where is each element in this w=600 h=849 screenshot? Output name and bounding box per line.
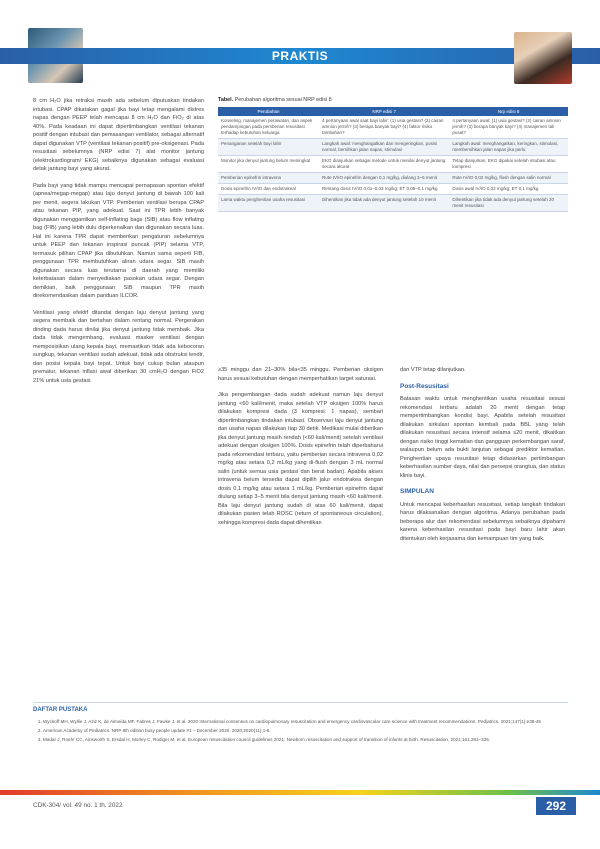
paragraph: Pada bayi yang tidak mampu mencapai pernapasan spontan efektif (apnea/megap-megap) atau laju denyut jantung di bawah 100 kali per menit, segera lakukan VTP. Pemberian ventilasi berupa CPAP atau tekanan PIP, yang adekuat. Saat ini TPR lebih banyak digunakan menggantikan self-inflating bags (SIB) atau flow inflating bag (FIB) yang lebih dulu diperkenalkan dan digunakan secara luas. Hal ini karena TPR dapat memberikan pengaturan sebelumnya untuk PEEP dan tekanan inspirasi puncak (PIP) selama VTP, termasuk pilihan CPAP jika dibutuhkan. Namun sama seperti FIB, penggunaan TPR membutuhkan aliran udara segar. SIB masih digunakan secara luas terutama di daerah yang memiliki keterbatasan dalam menyediakan pasokan udara segar. Dengan demikian, baik penggunaan SIB maupun TPR masih direkomendasikan dalam panduan ILCOR. — [33, 182, 204, 299]
column-right — [400, 366, 565, 551]
table-caption — [218, 97, 568, 103]
header-photo-right — [514, 32, 572, 84]
algorithm-changes-table — [218, 107, 568, 212]
table-cell: Monitor jika denyut jantung belum meningkat — [218, 156, 319, 173]
table-cell: Dosis epinefrin IV/IO dan endotrakeal — [218, 184, 319, 195]
table-cell: Tetap dianjurkan, EKG dipakai setelah intubasi atau kompresi — [449, 156, 568, 173]
references — [33, 707, 568, 745]
paragraph: Jika pengembangan dada sudah adekuat namun laju denyut jantung <60 kali/menit, maka setelah VTP oksigen 100% harus dilakukan kompresi dada (3 kompresi: 1 napas), sembari dipertimbangkan tindakan intubasi. Observasi laju denyut jantung dan usaha napas dilakukan tiap 30 detik. Medikasi mulai diberikan jika denyut jantung masih rendah (<60 kali/menit) setelah ventilasi adekuat dengan oksigen 100%. Dosis epinefrin telah diperbaharui pada rekomendasi terbaru, yaitu pemberian secara intravena 0,02 mg/kg atau setara 0,2 mL/kg yang di-flush dengan 3 mL normal salin (untuk semua usia gestasi dan berat badan). Apabila akses intravena belum tersedia dapat dipilih jalur endotrakea dengan dosis 0,1 mg/kg atau setara 1 mL/kg. Pemberian epinefrin dapat diulang setiap 3–5 menit bila denyut jantung masih <60 kali/menit. Bila laju denyut jantung sudah di atas 60 kali/menit, dapat dilakukan pasien telah ROSC (return of spontaneous circulation), sehingga kompresi dada dapat dihentikan — [218, 392, 383, 526]
table-row — [218, 195, 568, 212]
journal-citation: CDK-304/ vol. 49 no. 1 th. 2022 — [33, 802, 123, 809]
table-cell: 4 pertanyaan awal: (1) usia gestasi? (2) cairan amnion jernih? (3) berapa banyak bayi? (4) manajemen tali pusat? — [449, 116, 568, 139]
table-cell: Rute IV/IO 0,02 mg/kg, flush dengan salin normal — [449, 173, 568, 184]
footer-color-band — [0, 790, 600, 795]
references-title: DAFTAR PUSTAKA — [33, 707, 88, 713]
references-list — [33, 718, 568, 743]
table-cell: Dihentikan jika tidak ada denyut jantung setelah 20 menit resusitasi — [449, 195, 568, 212]
table-cell: Langkah awal: menghangatkan dan mengeringkan, posisi normal, bersihkan jalan napas, stimulasi — [319, 139, 449, 156]
table-header-row — [218, 107, 568, 116]
post-resuscitation-heading: Post-Resusitasi — [400, 382, 449, 390]
column-middle — [218, 366, 383, 535]
references-divider — [33, 702, 568, 703]
reference-item: 3. Madar J, Roehr CC, Ainsworth S, Ersdal H, Morley C, Rüdiger M, et al. European resuscitation council guidelines 2021: Newborn resuscitation and support of transition of infants at birth. Resuscitation. 2021;161:291–326. — [43, 736, 568, 743]
table-row — [218, 139, 568, 156]
table-cell: Dihentikan jika tidak ada denyut jantung setelah 10 menit — [319, 195, 449, 212]
table-row — [218, 156, 568, 173]
page-number: 292 — [536, 797, 576, 815]
paragraph: dan VTP tetap dilanjutkan. — [400, 367, 466, 373]
table-row — [218, 173, 568, 184]
table-caption-label: Tabel. — [218, 97, 234, 103]
paragraph: 8 cm H₂O jika retraksi masih ada sebelum diputuskan tindakan intubasi. CPAP dikatakan gagal jika bayi tetap mengalami distres napas dengan PEEP telah mencapai 8 cm H₂O dan FiO₂ di atas 40%. Pada keadaan ini dapat dipertimbangkan ventilasi tekanan positif dengan intubasi dan pemasangan ventilator, sebagai alternatif dapat digunakan VTP (ventilasi tekanan positif) pre-oksigenasi. Pada resusitasi sebelumnya (NRP edisi 7) alat monitor jantung (elektrokardiogram/ EKG) sebaiknya digunakan sebagai evaluasi detak jantung bayi yang akurat. — [33, 98, 204, 172]
column-left — [33, 97, 204, 393]
table-cell: Rentang dosis IV/IO 0,01–0,03 mg/kg; ET 0,05–0,1 mg/kg — [319, 184, 449, 195]
section-title: PRAKTIS — [271, 49, 329, 63]
table-cell: Rute IV/IO epinefrin dengan 0,1 mg/kg, diulang 3–5 menit — [319, 173, 449, 184]
table-cell: Pemberian epinefrin intravena — [218, 173, 319, 184]
paragraph: Ventilasi yang efektif ditandai dengan laju denyut jantung yang segera membaik dan bertahan dalam rentang normal. Pergerakan dinding dada harus dinilai jika denyut jantung tidak membaik. Jika dada tidak mengembang, evaluasi masker ventilasi dengan memposisikan ulang kepala bayi, memastikan tidak ada kebocoran sungkup, tekanan ventilasi sudah adekuat, tidak ada obstruksi lendir, dan posisi kepala bayi tepat. Untuk bayi cukup bulan ataupun prematur, tekanan inflasi awal diberikan 30 cmH₂O dengan FiO2 21% untuk usia gestasi — [33, 309, 204, 384]
paragraph: ≥35 minggu dan 21–30% bila<35 minggu. Pemberian oksigen harus sesuai kebutuhan dengan memperhatikan target saturasi. — [218, 367, 383, 382]
table-cell: 4 pertanyaan awal saat bayi lahir: (1) usia gestasi? (2) cairan amnion jernih? (3) berapa banyak bayi? (4) faktor risiko tambahan? — [319, 116, 449, 139]
table-cell: Penanganan setelah bayi lahir — [218, 139, 319, 156]
table-header-cell: Perubahan — [218, 107, 319, 116]
paragraph: Batasan waktu untuk menghentikan usaha resusitasi sesuai rekomendasi terbaru adalah 20 menit dengan tetap mempertimbangkan kondisi bayi. Apabila setelah resusitasi dilakukan sirkulasi spontan kembali pada BBL yang telah dilakukan resusitasi secara intensif selama ≤20 menit, dikaitkan dengan risiko tinggi kematian dan gangguan perkembangan saraf, walaupun belum ada bukti lanjutan sebagai prediktor kematian. Penghentian upaya resusitasi tetap didasarkan pertimbangan keberhasilan sumber daya, nilai dan persepsi orangtua, dan status klinis bayi. — [400, 396, 565, 479]
paragraph: Untuk mencapai keberhasilan resusitasi, setiap langkah tindakan harus dilaksanakan dengan algoritma. Adanya perubahan pada beberapa alur dari rekomendasi sebelumnya sebaiknya dipahami karena keberhasilan resusitasi pada bayi baru lahir akan ditentukan oleh kerjasama dan kemampuan tim yang baik. — [400, 501, 565, 542]
table-caption-text: Perubahan algoritma sesuai NRP edisi 8 — [234, 97, 332, 103]
conclusion-heading: SIMPULAN — [400, 488, 434, 495]
table-header-cell: Nrp edisi 8 — [449, 107, 568, 116]
table-cell: Dosis awal IV/IO 0,02 mg/kg; ET 0,1 mg/kg — [449, 184, 568, 195]
reference-item: 2. American Academy of Pediatrics. NRP 8th edition busy people update #1 – December 2020. 2020;2020(11):1-6. — [43, 727, 568, 734]
table-cell: Langkah awal: menghangatkan, keringkan, stimulasi, membersihkan jalan napas jika perlu — [449, 139, 568, 156]
reference-item: 1. Wyckoff MH, Wyllie J, Aziz K, de Almeida MF, Fabres J, Fawke J, et al. 2020 International consensus on cardiopulmonary resuscitation and emergency cardiovascular care science with treatment recommendations. Pediatrics. 2021;147(1):e38-45 — [43, 718, 568, 725]
table-header-cell: NRP edisi 7 — [319, 107, 449, 116]
table-cell: EKG dianjurkan sebagai metode untuk menilai denyut jantung secara akurat — [319, 156, 449, 173]
table-row — [218, 184, 568, 195]
table-row — [218, 116, 568, 139]
table-cell: Lama waktu penghentian usaha resusitasi — [218, 195, 319, 212]
table-cell: Konseling, manajemen perawatan, dan aspek pendampingan pada pemberian resusitasi terhadap kebutuhan keluarga — [218, 116, 319, 139]
